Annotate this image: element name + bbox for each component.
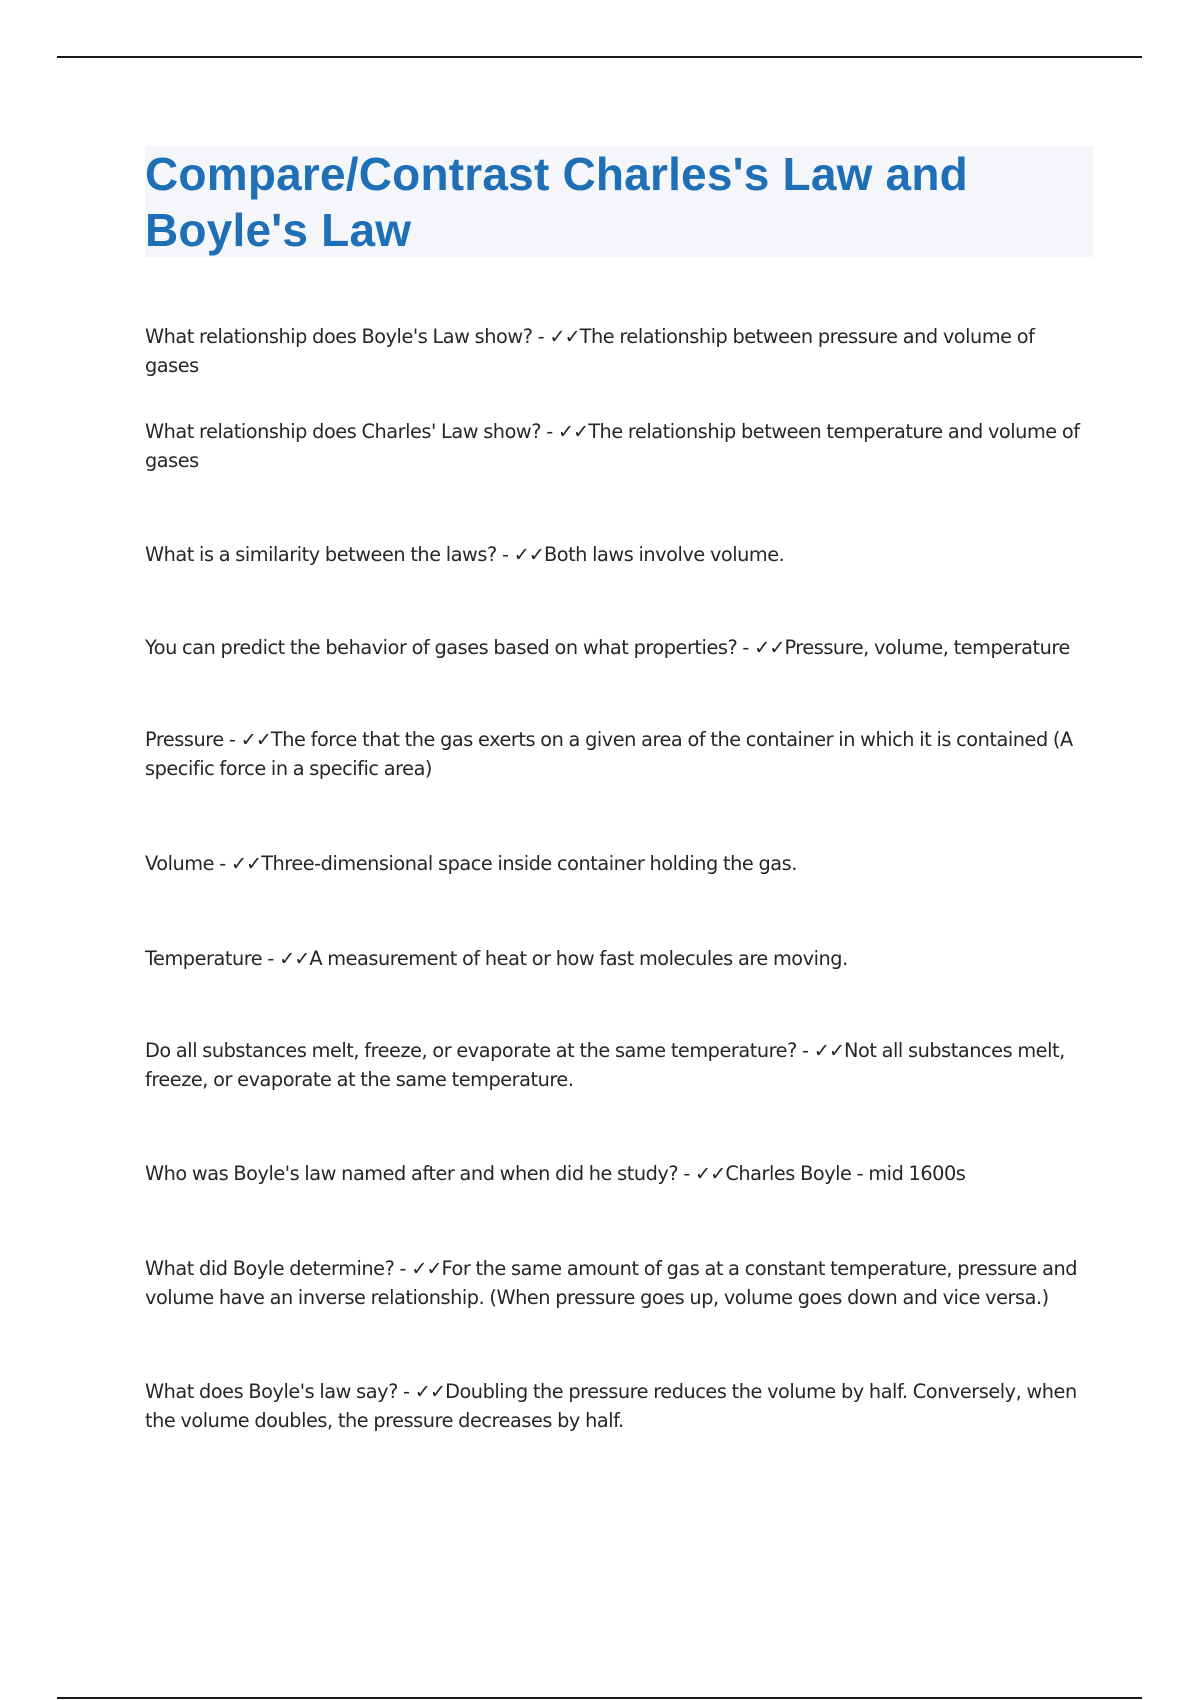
question: Pressure	[145, 728, 224, 752]
question: Do all substances melt, freeze, or evaporate at the same temperature?	[145, 1039, 797, 1063]
check-icon: ✓✓	[230, 852, 262, 876]
answer: For the same amount of gas at a constant temperature, pressure and volume have an inverse relationship. (When pressure goes up, volume goes down and vice versa.)	[145, 1257, 1078, 1310]
answer: Both laws involve volume.	[543, 543, 785, 567]
separator: -	[496, 543, 514, 567]
question: What does Boyle's law say?	[145, 1380, 398, 1404]
separator: -	[397, 1380, 415, 1404]
title-block	[145, 146, 1093, 257]
answer: Three-dimensional space inside container holding the gas.	[261, 852, 797, 876]
qa-item-3	[145, 540, 1085, 569]
question: What relationship does Charles' Law show?	[145, 420, 542, 444]
question: Temperature	[145, 947, 263, 971]
question: Who was Boyle's law named after and when did he study?	[145, 1162, 679, 1186]
qa-item-11	[145, 1377, 1085, 1435]
question: What relationship does Boyle's Law show?	[145, 325, 533, 349]
question: Volume	[145, 852, 215, 876]
qa-item-2	[145, 417, 1085, 475]
check-icon: ✓✓	[513, 543, 544, 567]
header-rule	[57, 56, 1142, 58]
separator: -	[532, 325, 550, 349]
answer: Not all substances melt, freeze, or evaporate at the same temperature.	[145, 1039, 1065, 1092]
question: What did Boyle determine?	[145, 1257, 395, 1281]
qa-item-6	[145, 849, 1085, 878]
check-icon: ✓✓	[549, 325, 580, 349]
separator: -	[678, 1162, 696, 1186]
qa-item-5	[145, 725, 1085, 783]
check-icon: ✓✓	[754, 636, 785, 660]
check-icon: ✓✓	[240, 728, 271, 752]
separator: -	[223, 728, 241, 752]
qa-item-10	[145, 1254, 1085, 1312]
answer: Pressure, volume, temperature	[784, 636, 1070, 660]
qa-item-1	[145, 322, 1085, 380]
qa-item-8	[145, 1036, 1085, 1094]
separator: -	[214, 852, 231, 876]
check-icon: ✓✓	[695, 1162, 726, 1186]
answer: Doubling the pressure reduces the volume by half. Conversely, when the volume doubles, the pressure decreases by half.	[145, 1380, 1077, 1433]
footer-rule	[57, 1697, 1142, 1699]
qa-item-4	[145, 633, 1085, 662]
page-title: Compare/Contrast Charles's Law and Boyle's Law	[145, 148, 968, 256]
answer: The relationship between pressure and volume of gases	[145, 325, 1035, 378]
question: You can predict the behavior of gases based on what properties?	[145, 636, 738, 660]
answer: The relationship between temperature and volume of gases	[145, 420, 1080, 473]
separator: -	[737, 636, 755, 660]
check-icon: ✓✓	[557, 420, 589, 444]
check-icon: ✓✓	[414, 1380, 446, 1404]
qa-item-9	[145, 1159, 1085, 1188]
separator: -	[262, 947, 280, 971]
qa-item-7	[145, 944, 1085, 973]
question: What is a similarity between the laws?	[145, 543, 497, 567]
separator: -	[541, 420, 558, 444]
answer: A measurement of heat or how fast molecules are moving.	[309, 947, 848, 971]
answer: Charles Boyle - mid 1600s	[725, 1162, 966, 1186]
check-icon: ✓✓	[411, 1257, 442, 1281]
check-icon: ✓✓	[813, 1039, 845, 1063]
check-icon: ✓✓	[279, 947, 310, 971]
separator: -	[394, 1257, 412, 1281]
answer: The force that the gas exerts on a given area of the container in which it is contained (A specific force in a specific area)	[145, 728, 1073, 781]
separator: -	[796, 1039, 814, 1063]
